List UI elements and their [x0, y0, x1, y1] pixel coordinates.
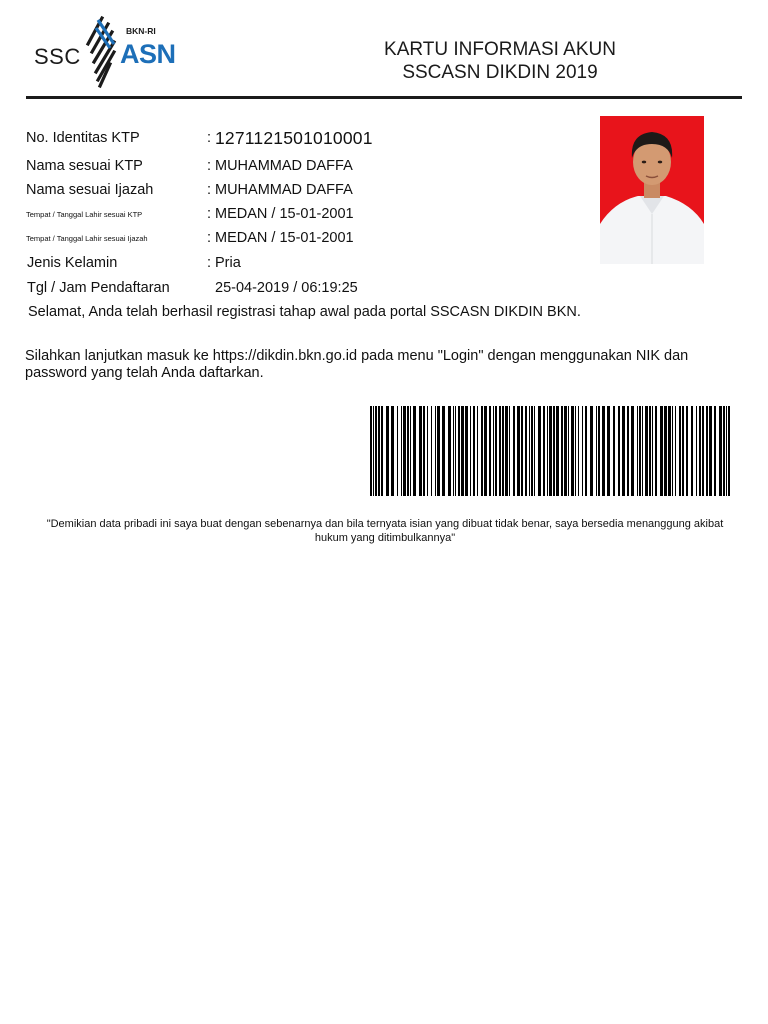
- login-instructions: Silahkan lanjutkan masuk ke https://dikdin.bkn.go.id pada menu "Login" dengan menggunakan NIK dan password yang telah Anda daftarkan.: [25, 348, 689, 381]
- barcode-bar: [622, 406, 625, 496]
- logo-asn-text: ASN: [120, 39, 176, 69]
- barcode-bar: [590, 406, 593, 496]
- barcode-bar: [649, 406, 651, 496]
- field-ktp-value: 1271121501010001: [215, 128, 373, 148]
- barcode-bar: [664, 406, 667, 496]
- barcode-bar: [714, 406, 716, 496]
- colon: :: [207, 130, 212, 146]
- barcode-bar: [453, 406, 454, 496]
- barcode-bar: [513, 406, 515, 496]
- barcode-bar: [723, 406, 725, 496]
- barcode-bar: [403, 406, 406, 496]
- colon: :: [207, 255, 212, 271]
- barcode-bar: [525, 406, 527, 496]
- barcode-bar: [391, 406, 394, 496]
- barcode-bar: [521, 406, 523, 496]
- barcode-bar: [655, 406, 657, 496]
- barcode-bar: [602, 406, 605, 496]
- barcode-bar: [481, 406, 483, 496]
- barcode-bar: [618, 406, 620, 496]
- barcode-bar: [668, 406, 671, 496]
- colon: :: [207, 182, 212, 198]
- barcode-bar: [613, 406, 615, 496]
- barcode-bar: [706, 406, 708, 496]
- barcode-bar: [427, 406, 428, 496]
- barcode-bar: [495, 406, 497, 496]
- sscasn-logo-mark-icon: [80, 14, 124, 92]
- barcode-bar: [582, 406, 583, 496]
- barcode-bar: [547, 406, 548, 496]
- barcode-bar: [473, 406, 475, 496]
- barcode-bar: [484, 406, 487, 496]
- barcode-bar: [637, 406, 638, 496]
- barcode-bar: [607, 406, 610, 496]
- barcode-bar: [410, 406, 411, 496]
- barcode-bar: [423, 406, 425, 496]
- barcode-bar: [553, 406, 555, 496]
- barcode-bar: [386, 406, 389, 496]
- barcode-bar: [509, 406, 510, 496]
- barcode-bar: [455, 406, 456, 496]
- barcode-bar: [458, 406, 460, 496]
- barcode-bar: [596, 406, 597, 496]
- field-name-ijazah-value: MUHAMMAD DAFFA: [215, 182, 353, 198]
- barcode-bar: [585, 406, 587, 496]
- colon: :: [207, 230, 212, 246]
- barcode-bar: [631, 406, 634, 496]
- barcode-bar: [531, 406, 533, 496]
- card-title-line2: SSCASN DIKDIN 2019: [402, 62, 598, 83]
- barcode-bar: [437, 406, 440, 496]
- header-divider: [26, 96, 742, 99]
- barcode-bar: [401, 406, 402, 496]
- barcode-bar: [556, 406, 559, 496]
- barcode-bar: [419, 406, 422, 496]
- card-title: [330, 38, 670, 84]
- registration-success-message: Selamat, Anda telah berhasil registrasi tahap awal pada portal SSCASN DIKDIN BKN.: [28, 304, 581, 320]
- barcode-bar: [502, 406, 504, 496]
- field-ttl-ijazah-value: MEDAN / 15-01-2001: [215, 230, 354, 246]
- barcode-bar: [489, 406, 491, 496]
- barcode-bar: [578, 406, 579, 496]
- barcode-bar: [679, 406, 681, 496]
- barcode-bar: [435, 406, 436, 496]
- barcode-bar: [461, 406, 464, 496]
- barcode-bar: [726, 406, 727, 496]
- field-name-ktp-value: MUHAMMAD DAFFA: [215, 158, 353, 174]
- barcode-bar: [538, 406, 541, 496]
- barcode-bar: [696, 406, 697, 496]
- barcode-bar: [517, 406, 520, 496]
- barcode-bar: [645, 406, 648, 496]
- barcode-bar: [598, 406, 600, 496]
- barcode-bar: [493, 406, 494, 496]
- barcode-bar: [407, 406, 409, 496]
- barcode-bar: [529, 406, 530, 496]
- field-registration-value: 25-04-2019 / 06:19:25: [215, 280, 358, 296]
- sscasn-logo: [32, 14, 182, 94]
- barcode-bar: [564, 406, 567, 496]
- barcode-bar: [642, 406, 643, 496]
- barcode-bar: [499, 406, 501, 496]
- barcode-bar: [691, 406, 693, 496]
- barcode-bar: [627, 406, 629, 496]
- barcode-bar: [686, 406, 688, 496]
- declaration-statement: "Demikian data pribadi ini saya buat dengan sebenarnya dan bila ternyata isian yang dibuat tidak benar, saya bersedia menanggung akibat hukum yang ditimbulkannya": [46, 518, 724, 544]
- barcode-bar: [568, 406, 569, 496]
- logo-bkn-text: BKN-RI: [126, 26, 156, 36]
- field-ttl-ijazah-label: Tempat / Tanggal Lahir sesuai Ijazah: [26, 234, 148, 243]
- barcode-bar: [470, 406, 471, 496]
- barcode-bar: [675, 406, 676, 496]
- barcode-bar: [728, 406, 730, 496]
- field-registration-label: Tgl / Jam Pendaftaran: [27, 280, 170, 296]
- registration-barcode: [370, 406, 731, 496]
- barcode-bar: [549, 406, 552, 496]
- barcode-bar: [413, 406, 416, 496]
- card-title-line1: KARTU INFORMASI AKUN: [384, 39, 616, 60]
- barcode-bar: [561, 406, 563, 496]
- barcode-bar: [381, 406, 383, 496]
- field-gender-value: Pria: [215, 255, 241, 271]
- barcode-bar: [534, 406, 535, 496]
- barcode-bar: [709, 406, 712, 496]
- field-ktp-label: No. Identitas KTP: [26, 130, 140, 146]
- barcode-bar: [672, 406, 673, 496]
- field-name-ijazah-label: Nama sesuai Ijazah: [26, 182, 154, 198]
- applicant-photo: [600, 116, 704, 264]
- barcode-bar: [660, 406, 663, 496]
- barcode-bar: [702, 406, 704, 496]
- barcode-bar: [571, 406, 574, 496]
- barcode-bar: [378, 406, 380, 496]
- barcode-bar: [442, 406, 445, 496]
- barcode-bar: [397, 406, 398, 496]
- barcode-bar: [699, 406, 701, 496]
- field-name-ktp-label: Nama sesuai KTP: [26, 158, 143, 174]
- field-ttl-ktp-value: MEDAN / 15-01-2001: [215, 206, 354, 222]
- field-gender-label: Jenis Kelamin: [27, 255, 118, 271]
- barcode-bar: [682, 406, 684, 496]
- barcode-bar: [375, 406, 377, 496]
- barcode-bar: [370, 406, 372, 496]
- colon: :: [207, 206, 212, 222]
- barcode-bar: [719, 406, 722, 496]
- barcode-bar: [431, 406, 432, 496]
- barcode-bar: [477, 406, 478, 496]
- barcode-bar: [652, 406, 653, 496]
- barcode-bar: [543, 406, 545, 496]
- barcode-bar: [639, 406, 641, 496]
- barcode-bar: [373, 406, 374, 496]
- barcode-bar: [505, 406, 508, 496]
- colon: :: [207, 158, 212, 174]
- barcode-bar: [448, 406, 451, 496]
- field-ttl-ktp-label: Tempat / Tanggal Lahir sesuai KTP: [26, 210, 143, 219]
- logo-ssc-text: SSC: [34, 44, 81, 69]
- barcode-bar: [575, 406, 576, 496]
- barcode-bar: [465, 406, 468, 496]
